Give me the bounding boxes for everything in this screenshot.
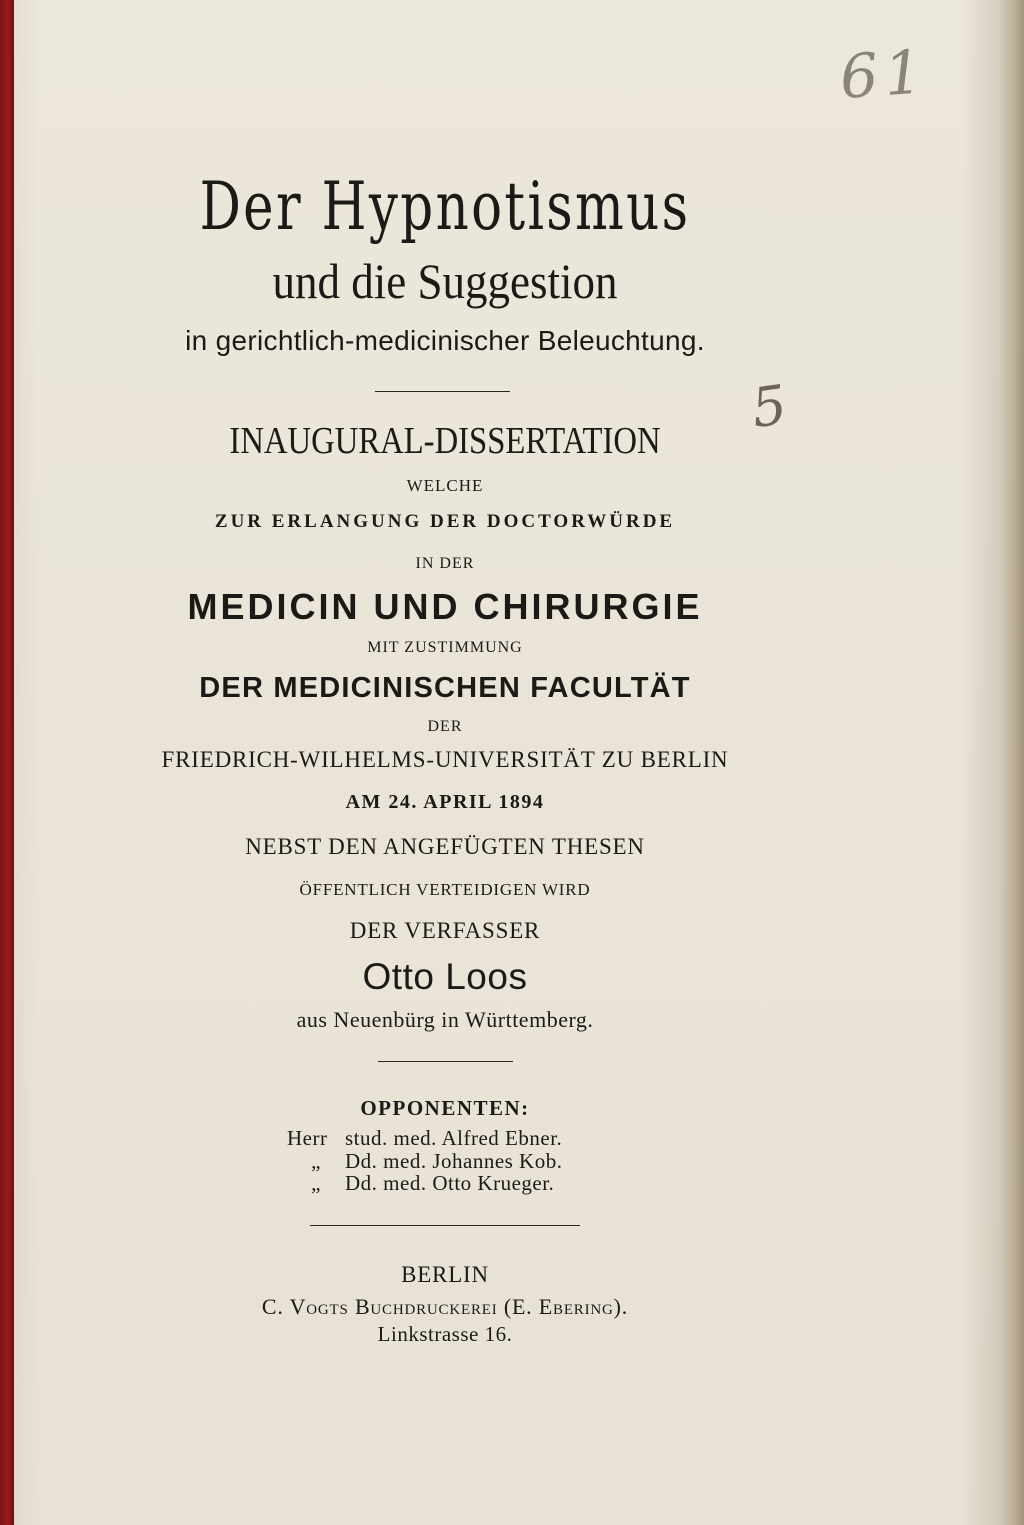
author-name: Otto Loos xyxy=(362,956,528,997)
text-mit-zustimmung: MIT ZUSTIMMUNG xyxy=(367,639,523,656)
handwritten-page-number: 61 xyxy=(837,37,931,113)
imprint-address: Linkstrasse 16. xyxy=(377,1322,513,1346)
imprint-printer: C. Vogts Buchdruckerei (E. Ebering). xyxy=(261,1294,629,1319)
text-der: DER xyxy=(427,718,463,735)
text-university: FRIEDRICH-WILHELMS-UNIVERSITÄT ZU BERLIN xyxy=(161,747,729,772)
text-nebst: NEBST DEN ANGEFÜGTEN THESEN xyxy=(245,834,645,859)
text-medicinischen-facultaet: DER MEDICINISCHEN FACULTÄT xyxy=(199,672,691,704)
opponent-row xyxy=(287,1126,562,1151)
opponent-prefix: Herr xyxy=(287,1126,328,1150)
title-sub: und die Suggestion xyxy=(272,253,618,309)
author-origin: aus Neuenbürg in Württemberg. xyxy=(296,1007,594,1032)
dissertation-heading: INAUGURAL-DISSERTATION xyxy=(229,420,661,462)
opponents-heading: OPPONENTEN: xyxy=(360,1096,530,1120)
text-welche: WELCHE xyxy=(406,476,484,495)
text-in-der: IN DER xyxy=(415,555,475,572)
title-subtitle: in gerichtlich-medicinischer Beleuchtung. xyxy=(185,325,705,356)
opponent-name: stud. med. Alfred Ebner. xyxy=(345,1126,563,1150)
title-main: Der Hypnotismus xyxy=(199,168,691,245)
opponent-name: Dd. med. Johannes Kob. xyxy=(345,1149,563,1173)
text-medicin-chirurgie: MEDICIN UND CHIRURGIE xyxy=(187,586,703,627)
text-oeffentlich: ÖFFENTLICH VERTEIDIGEN WIRD xyxy=(299,880,591,899)
divider-1 xyxy=(375,391,510,392)
imprint-city: BERLIN xyxy=(401,1262,489,1287)
opponent-row xyxy=(287,1171,554,1196)
opponent-prefix: „ xyxy=(311,1171,321,1195)
opponent-prefix: „ xyxy=(311,1149,321,1173)
page-edge-shadow xyxy=(998,0,1024,1525)
divider-2 xyxy=(378,1061,513,1062)
text-date: AM 24. APRIL 1894 xyxy=(345,791,545,813)
handwritten-margin-mark: 5 xyxy=(747,372,791,441)
text-verfasser: DER VERFASSER xyxy=(349,918,541,943)
divider-3 xyxy=(310,1225,580,1226)
text-zur-erlangung: ZUR ERLANGUNG DER DOCTORWÜRDE xyxy=(214,511,676,532)
opponent-name: Dd. med. Otto Krueger. xyxy=(345,1171,555,1195)
